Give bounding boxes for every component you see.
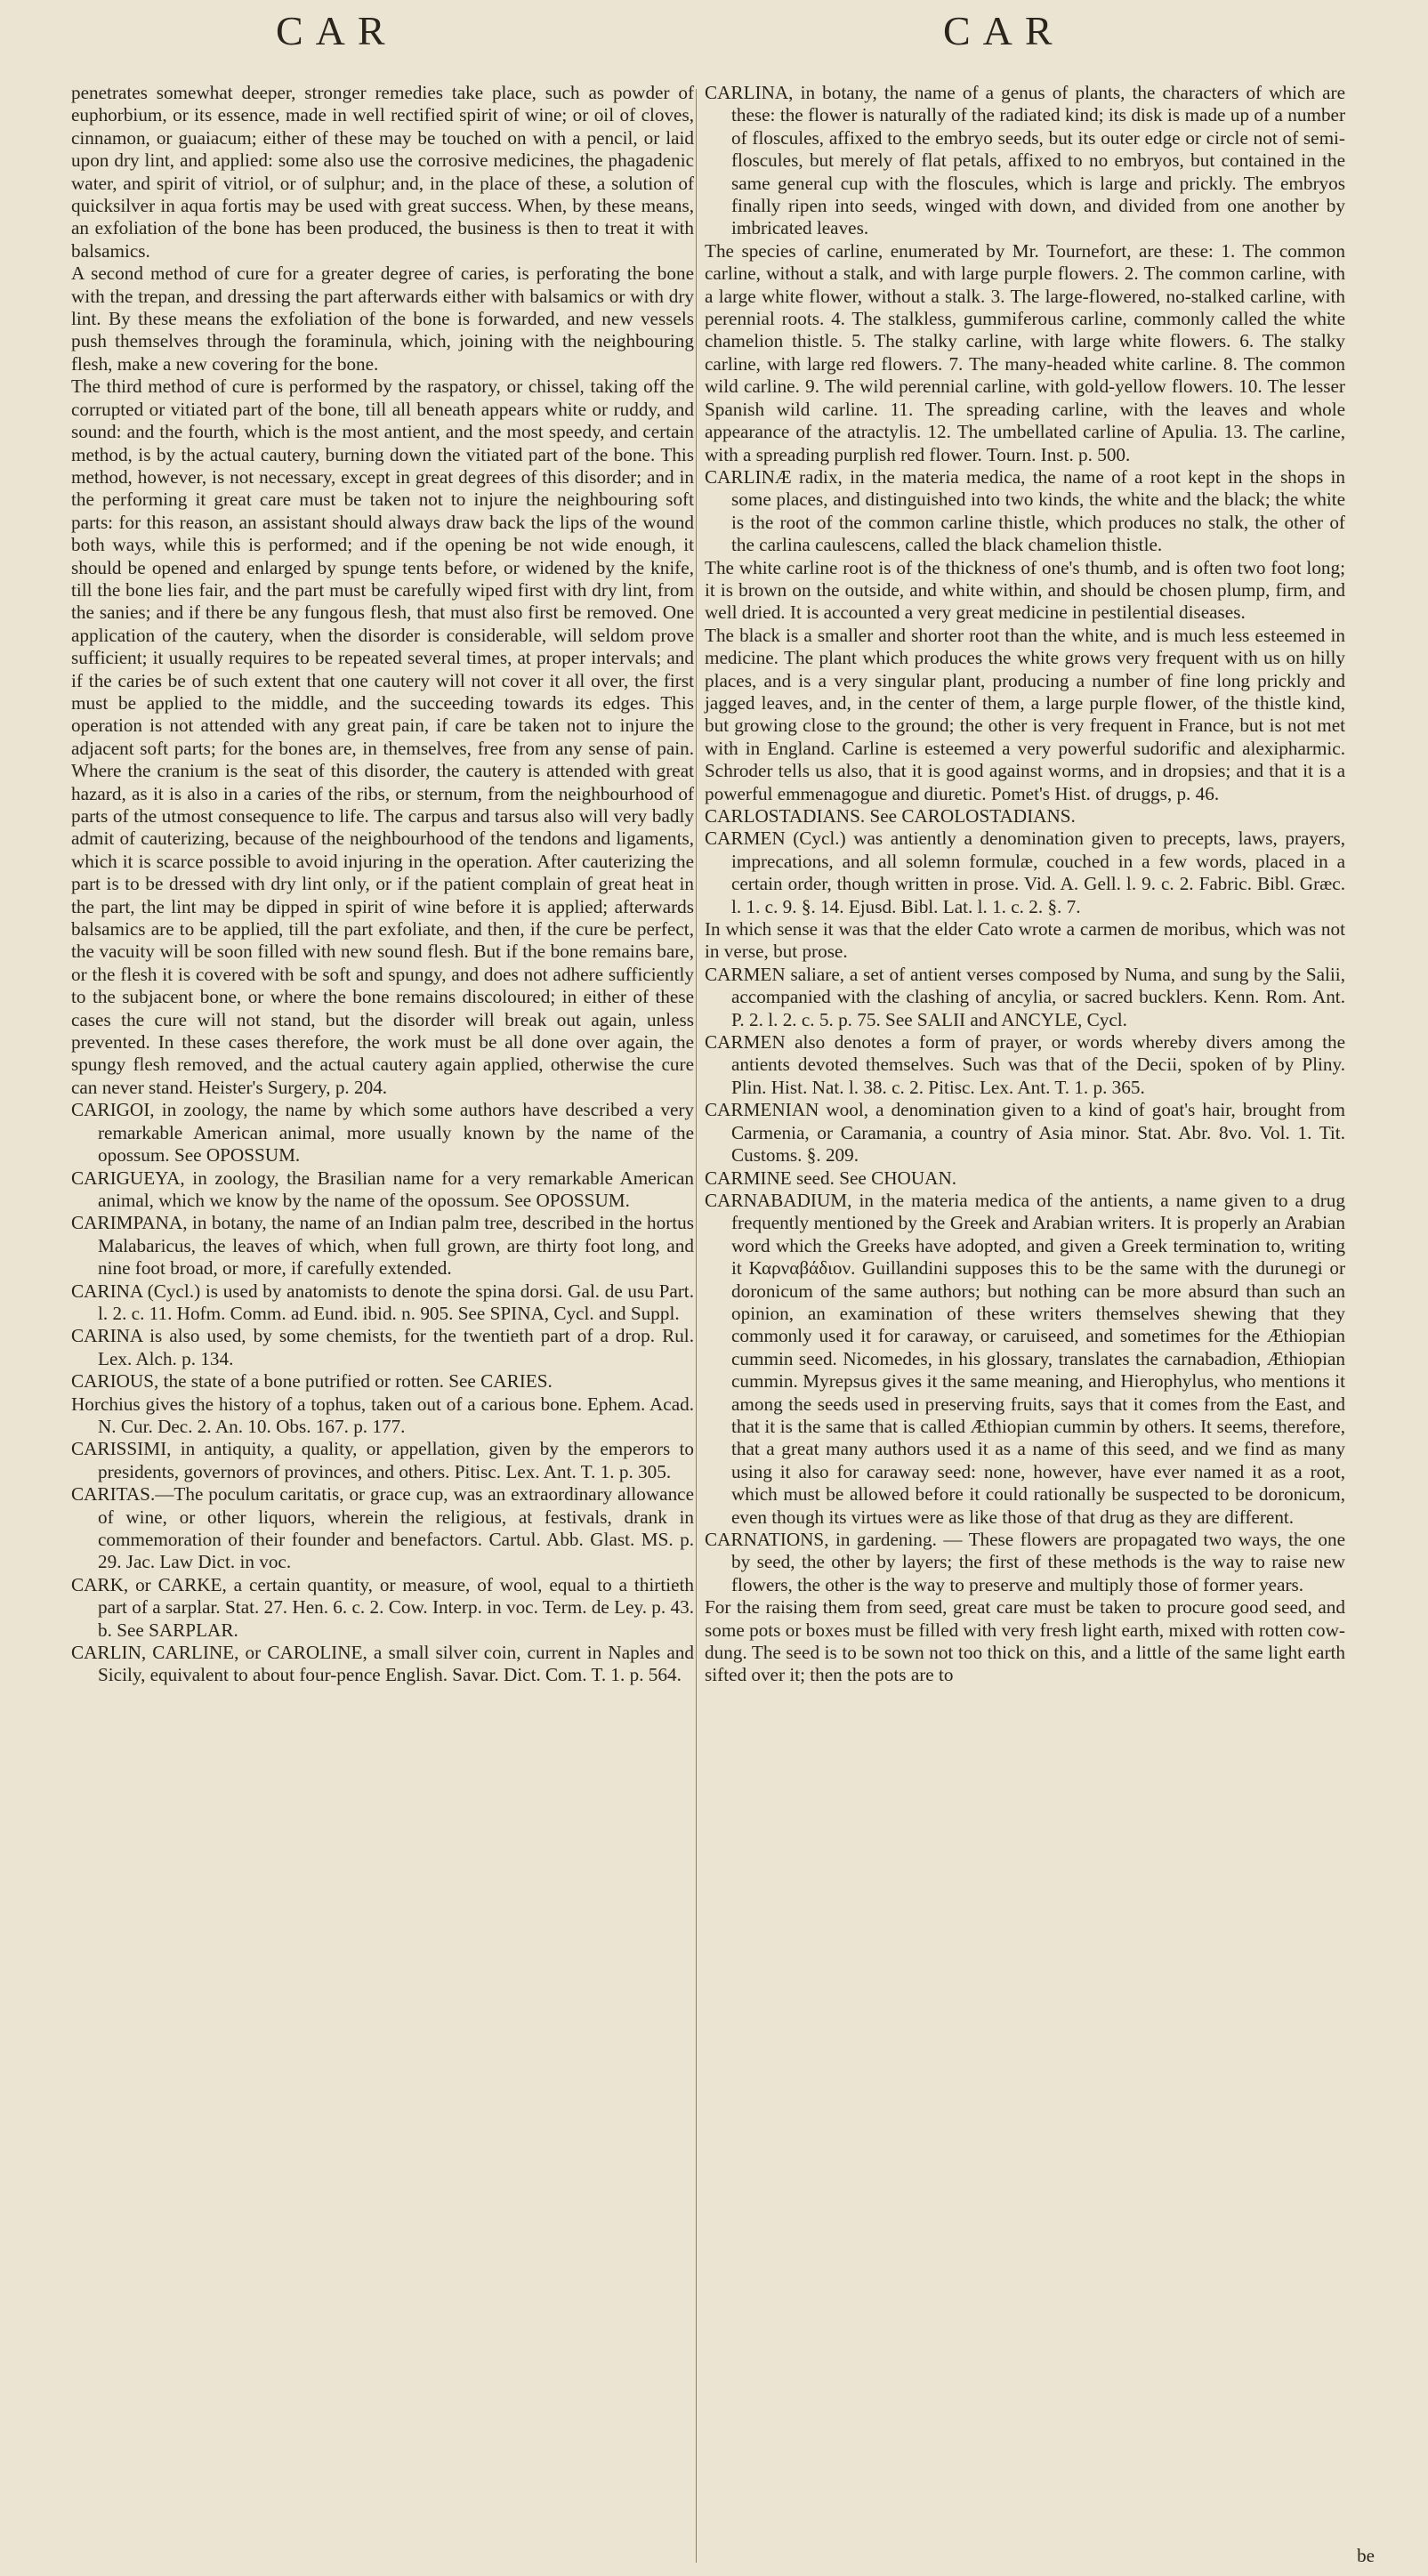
dictionary-entry: CARIGOI, in zoology, the name by which some authors have described a very remarkable American animal, more usually known by the name of the opossum. See OPOSSUM. <box>71 1099 694 1167</box>
dictionary-entry: CARINA (Cycl.) is used by anatomists to denote the spina dorsi. Gal. de usu Part. l. 2. c. 11. Hofm. Comm. ad Eund. ibid. n. 905. See SPINA, Cycl. and Suppl. <box>71 1280 694 1324</box>
dictionary-entry: CARIOUS, the state of a bone putrified or rotten. See CARIES. <box>71 1370 553 1393</box>
dictionary-entry: CARNABADIUM, in the materia medica of the antients, a name given to a drug frequently mentioned by the Greek and Arabian writers. It is properly an Arabian word which the Greeks have adopted, and given a Greek termination to, writing it Καρναβάδιον. Guillandini supposes this to be the same with the durunegi or doronicum of the same authors; but nothing can be more absurd than such an opinion, an examination of these writers themselves shewing that they commonly used it for caraway, or caruiseed, and sometimes for the Æthiopian cummin seed. Nicomedes, in his glossary, translates the carnabadion, Æthiopian cummin. Myrepsus gives it the same meaning, and Hierophylus, who mentions it among the seeds used in preserving fruits, says that it comes from the East, and that it is the same that is called Æthiopian cummin by others. It seems, therefore, that a great many authors used it as a name of this seed, and we find as many using it also for caraway seed: none, however, have ever named it as a root, which must be allowed before it could rationally be suspected to be doronicum, even though its virtues were as like those of that drug as they are different. <box>705 1189 1345 1528</box>
dictionary-entry: CARMEN also denotes a form of prayer, or words whereby divers among the antients devoted themselves. Such was that of the Decii, spoken of by Pliny. Plin. Hist. Nat. l. 38. c. 2. Pitisc. Lex. Ant. T. 1. p. 365. <box>705 1031 1345 1098</box>
running-head-right: CAR <box>943 8 1065 53</box>
entry-paragraph: The third method of cure is performed by the raspatory, or chissel, taking off the corrupted or vitiated part of the bone, till all beneath appears white or ruddy, and sound: and the fourth, which is the most antient, and the most speedy, and certain method, is by the actual cautery, burning down the vitiated part of the bone. This method, however, is not necessary, except in great degrees of this disorder; and in the performing it great care must be taken not to injure the neighbouring soft parts: for this reason, an assistant should always draw back the lips of the wound both ways, while this is performed; and if the opening be not wide enough, it should be opened and enlarged by spunge tents before, or widened by the knife, till the bone lies fair, and the part must be carefully wiped first with dry lint, from the sanies; and if there be any fungous flesh, that must also first be removed. One application of the cautery, when the disorder is considerable, will seldom prove sufficient; it usually requires to be repeated several times, at proper intervals; and if the caries be of such extent that one cautery will not cover it all over, the first must be applied to the middle, and the succeeding towards its edges. This operation is not attended with any great pain, if care be taken not to injure the adjacent soft parts; for the bones are, in themselves, free from any sense of pain. Where the cranium is the seat of this disorder, the cautery is attended with great hazard, as it is also in a caries of the ribs, or sternum, from the neighbourhood of parts of the utmost consequence to life. The carpus and tarsus also will very badly admit of cauterizing, because of the neighbourhood of the tendons and ligaments, which it is scarce possible to avoid injuring in the operation. After cauterizing the part is to be dressed with dry lint only, or if the patient complain of great heat in the part, the lint may be dipped in spirit of wine before it is applied; afterwards balsamics are to be applied, till the part exfoliate, and then, if the cure be perfect, the vacuity will be soon filled with new sound flesh. But if the bone remains bare, or the flesh it is covered with be soft and spungy, and does not adhere sufficiently to the subjacent bone, or where the bone remains discoloured; in either of these cases the cure will not stand, but the disorder will break out again, unless prevented. In these cases therefore, the work must be all done over again, the spungy flesh removed, and the actual cautery again applied, otherwise the cure can never stand. Heister's Surgery, p. 204. <box>71 375 694 1098</box>
dictionary-entry: CARIGUEYA, in zoology, the Brasilian name for a very remarkable American animal, which we know by the name of the opossum. See OPOSSUM. <box>71 1167 694 1211</box>
dictionary-entry: CARMINE seed. See CHOUAN. <box>705 1167 957 1189</box>
running-head <box>0 7 1428 61</box>
entry-paragraph: penetrates somewhat deeper, stronger remedies take place, such as powder of euphorbium, or its essence, made in well rectified spirit of wine; or oil of cloves, cinnamon, or guaiacum; either of these may be touched on with a pencil, or laid upon dry lint, and applied: some also use the corrosive medicines, the phagadenic water, and spirit of vitriol, or of sulphur; and, in the place of these, a solution of quicksilver in aqua fortis may be used with great success. When, by these means, an exfoliation of the bone has been produced, the business is then to treat it with balsamics. <box>71 82 694 262</box>
entry-paragraph: The white carline root is of the thickness of one's thumb, and is often two foot long; it is brown on the outside, and white within, and should be chosen plump, firm, and well dried. It is accounted a very great medicine in pestilential diseases. <box>705 556 1345 624</box>
entry-paragraph: For the raising them from seed, great care must be taken to procure good seed, and some pots or boxes must be filled with very fresh light earth, mixed with rotten cow-dung. The seed is to be sown not too thick on this, and a little of the same light earth sifted over it; then the pots are to <box>705 1596 1345 1686</box>
dictionary-entry: CARLINA, in botany, the name of a genus of plants, the characters of which are these: the flower is naturally of the radiated kind; its disk is made up of a number of floscules, affixed to the embryo seeds, but its outer edge or circle not of semi-floscules, but merely of flat petals, affixed to no embryos, but contained in the same general cup with the floscules, which is large and prickly. The embryos finally ripen into seeds, winged with down, and divided from one another by imbricated leaves. <box>705 82 1345 239</box>
dictionary-entry: CARMEN (Cycl.) was antiently a denomination given to precepts, laws, prayers, imprecations, and all solemn formulæ, couched in a few words, placed in a certain order, though written in prose. Vid. A. Gell. l. 9. c. 2. Fabric. Bibl. Græc. l. 1. c. 9. §. 14. Ejusd. Bibl. Lat. l. 1. c. 2. §. 7. <box>705 828 1345 917</box>
dictionary-entry: CARMENIAN wool, a denomination given to a kind of goat's hair, brought from Carmenia, or Caramania, a country of Asia minor. Stat. Abr. 8vo. Vol. 1. Tit. Customs. §. 209. <box>705 1099 1345 1167</box>
dictionary-entry: CARNATIONS, in gardening. — These flowers are propagated two ways, the one by seed, the other by layers; the first of these methods is the way to raise new flowers, the other is the way to preserve and multiply those of former years. <box>705 1529 1345 1595</box>
dictionary-entry: CARMEN saliare, a set of antient verses composed by Numa, and sung by the Salii, accompanied with the clashing of ancylia, or sacred bucklers. Kenn. Rom. Ant. P. 2. l. 2. c. 5. p. 75. See SALII and ANCYLE, Cycl. <box>705 963 1345 1030</box>
entry-paragraph: A second method of cure for a greater degree of caries, is perforating the bone with the trepan, and dressing the part afterwards either with balsamics or with dry lint. By these means the exfoliation of the bone is forwarded, and new vessels push themselves through the foraminula, which, joining with the neighbouring flesh, make a new covering for the bone. <box>71 262 694 375</box>
dictionary-entry: Horchius gives the history of a tophus, taken out of a carious bone. Ephem. Acad. N. Cur. Dec. 2. An. 10. Obs. 167. p. 177. <box>71 1393 694 1437</box>
dictionary-entry: CARLINÆ radix, in the materia medica, the name of a root kept in the shops in some places, and distinguished into two kinds, the white and the black; the white is the root of the common carline thistle, which produces no stalk, the other of the carlina caulescens, called the black chamelion thistle. <box>705 465 1345 556</box>
dictionary-entry: CARISSIMI, in antiquity, a quality, or appellation, given by the emperors to presidents, governors of provinces, and others. Pitisc. Lex. Ant. T. 1. p. 305. <box>71 1438 694 1482</box>
column-divider <box>696 89 697 2563</box>
entry-paragraph: The black is a smaller and shorter root than the white, and is much less esteemed in medicine. The plant which produces the white grows very frequent with us on hilly places, and is a very singular plant, producing a number of fine long prickly and jagged leaves, and, in the center of them, a large purple flower, of the thistle kind, but growing close to the ground; the other is very frequent in France, but is not met with in England. Carline is esteemed a very powerful sudorific and alexipharmic. Schroder tells us also, that it is good against worms, and in dropsies; and that it is a powerful emmenagogue and diuretic. Pomet's Hist. of druggs, p. 46. <box>705 624 1345 804</box>
dictionary-entry: CARINA is also used, by some chemists, for the twentieth part of a drop. Rul. Lex. Alch. p. 134. <box>71 1325 694 1369</box>
left-column <box>71 82 694 1687</box>
dictionary-entry: CARIMPANA, in botany, the name of an Indian palm tree, described in the hortus Malabaricus, the leaves of which, when full grown, are thirty foot long, and nine foot broad, or more, if carefully extended. <box>71 1212 694 1280</box>
dictionary-entry: CARITAS.—The poculum caritatis, or grace cup, was an extraordinary allowance of wine, or other liquors, wherein the religious, at festivals, drank in commemoration of their founder and benefactors. Cartul. Abb. Glast. MS. p. 29. Jac. Law Dict. in voc. <box>71 1483 694 1573</box>
dictionary-entry: CARK, or CARKE, a certain quantity, or measure, of wool, equal to a thirtieth part of a sarplar. Stat. 27. Hen. 6. c. 2. Cow. Interp. in voc. Term. de Ley. p. 43. b. See SARPLAR. <box>71 1573 694 1641</box>
dictionary-entry: CARLOSTADIANS. See CAROLOSTADIANS. <box>705 805 1076 827</box>
catchword: be <box>1357 2545 1375 2566</box>
dictionary-entry: CARLIN, CARLINE, or CAROLINE, a small silver coin, current in Naples and Sicily, equivalent to about four-pence English. Savar. Dict. Com. T. 1. p. 564. <box>71 1642 694 1686</box>
running-head-left: CAR <box>276 8 398 53</box>
entry-paragraph: In which sense it was that the elder Cato wrote a carmen de moribus, which was not in verse, but prose. <box>705 918 1345 963</box>
right-column <box>705 82 1345 1687</box>
entry-paragraph: The species of carline, enumerated by Mr. Tournefort, are these: 1. The common carline, without a stalk, and with large purple flowers. 2. The common carline, with a large white flower, without a stalk. 3. The large-flowered, no-stalked carline, with perennial roots. 4. The stalkless, gummiferous carline, commonly called the white chamelion thistle. 5. The stalky carline, with large white flowers. 6. The stalky carline, with large red flowers. 7. The many-headed white carline. 8. The common wild carline. 9. The wild perennial carline, with gold-yellow flowers. 10. The lesser Spanish wild carline. 11. The spreading carline, with the leaves and whole appearance of the atractylis. 12. The umbellated carline of Apulia. 13. The carline, with a spreading purplish red flower. Tourn. Inst. p. 500. <box>705 239 1345 465</box>
